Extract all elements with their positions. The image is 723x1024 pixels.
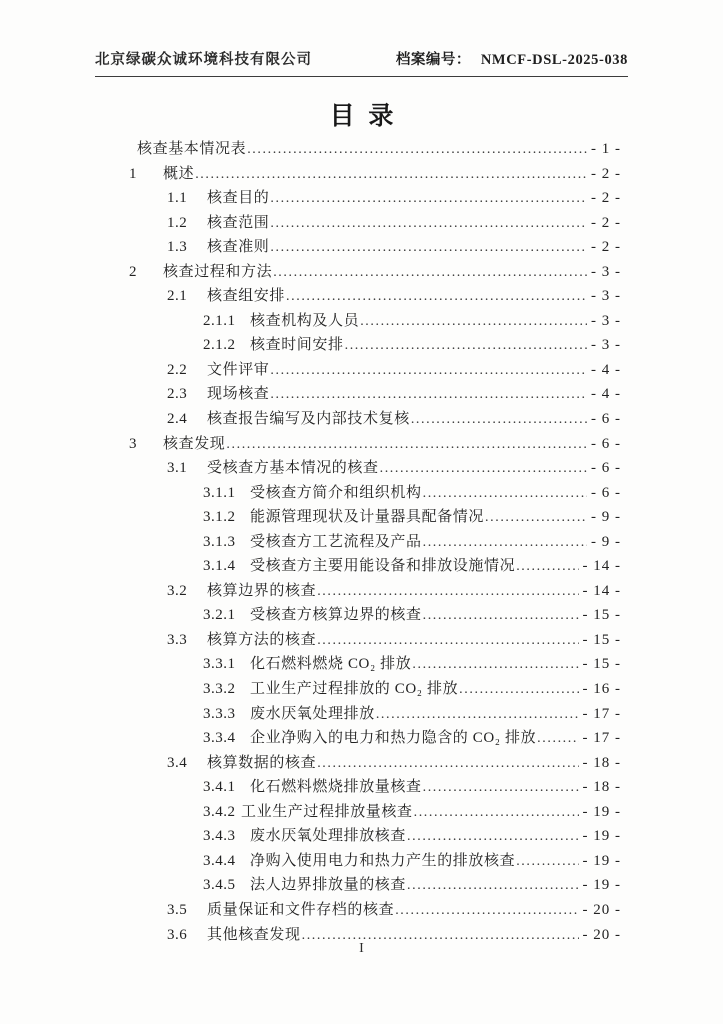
toc-leader-dots (395, 898, 578, 924)
toc-entry-number: 3.1.4 (203, 558, 236, 575)
toc-entry-page: - 20 - (582, 926, 621, 943)
toc-entry-title: 废水厌氧处理排放核查 (250, 828, 407, 845)
toc-entry-page: - 3 - (591, 312, 621, 329)
toc-entry (129, 284, 621, 309)
toc-entry (129, 824, 621, 849)
toc-entry-page: - 14 - (582, 558, 621, 575)
toc-entry (129, 603, 621, 628)
toc-entry-page: - 2 - (591, 239, 621, 256)
toc-entry-page: - 2 - (591, 214, 621, 231)
toc-entry-number: 3.5 (167, 901, 188, 918)
toc-entry-title: 核查时间安排 (250, 337, 344, 354)
toc-entry (129, 898, 621, 923)
toc-leader-dots (485, 505, 587, 531)
toc-entry-page: - 15 - (582, 607, 621, 624)
toc-entry-title: 核算方法的核查 (207, 631, 317, 648)
toc-leader-dots (411, 407, 587, 433)
toc-leader-dots (345, 333, 587, 359)
toc-entry-page: - 15 - (582, 656, 621, 673)
toc-entry-page: - 9 - (591, 533, 621, 550)
toc-entry (129, 775, 621, 800)
toc-entry (129, 530, 621, 555)
toc-entry-number: 3.2 (167, 582, 188, 599)
toc-leader-dots (317, 751, 578, 777)
toc-entry (129, 800, 621, 825)
toc-entry-page: - 6 - (591, 484, 621, 501)
toc-entry-number: 3.2.1 (203, 607, 236, 624)
toc-entry-number: 2.1 (167, 288, 188, 305)
toc-entry-title: 工业生产过程排放量核查 (241, 803, 413, 820)
toc-entry (129, 186, 621, 211)
toc-entry-page: - 17 - (582, 730, 621, 747)
toc-leader-dots (423, 530, 587, 556)
toc-entry-page: - 18 - (582, 754, 621, 771)
toc-entry-page: - 3 - (591, 337, 621, 354)
toc-leader-dots (195, 162, 587, 188)
toc-leader-dots (273, 260, 587, 286)
toc-entry-number: 2.2 (167, 361, 188, 378)
toc-entry-title: 质量保证和文件存档的核查 (207, 901, 395, 918)
toc-entry-page: - 19 - (582, 828, 621, 845)
toc-entry-number: 3.3.2 (203, 681, 236, 698)
toc-entry (129, 382, 621, 407)
toc-leader-dots (414, 800, 579, 826)
toc-leader-dots (270, 235, 587, 261)
toc-leader-dots (516, 554, 578, 580)
toc-entry-number: 3.4.4 (203, 852, 236, 869)
toc-entry (129, 235, 621, 260)
toc-leader-dots (270, 382, 587, 408)
doc-number-label: 档案编号： (395, 52, 471, 68)
toc-entry-number: 3.1.1 (203, 484, 236, 501)
toc-entry (129, 702, 621, 727)
toc-entry-title: 受核查方基本情况的核查 (207, 460, 379, 477)
toc-entry (129, 628, 621, 653)
toc-entry-page: - 2 - (591, 190, 621, 207)
toc-leader-dots (376, 702, 579, 728)
toc-entry (129, 137, 621, 162)
toc-leader-dots (360, 309, 587, 335)
toc-leader-dots (423, 603, 579, 629)
toc-leader-dots (537, 726, 578, 752)
toc-entry (129, 505, 621, 530)
toc-entry-number: 3.4.1 (203, 779, 236, 796)
toc-entry-number: 2 (129, 263, 137, 280)
toc-entry-number: 2.4 (167, 411, 188, 428)
toc-entry (129, 726, 621, 751)
toc-entry (129, 751, 621, 776)
toc-list (129, 137, 621, 947)
toc-entry-title: 废水厌氧处理排放 (250, 705, 375, 722)
toc-entry-number: 1.1 (167, 190, 188, 207)
toc-leader-dots (380, 456, 587, 482)
toc-leader-dots (407, 824, 578, 850)
toc-entry-title: 文件评审 (207, 361, 270, 378)
toc-entry-title: 核查准则 (207, 239, 270, 256)
toc-entry-page: - 4 - (591, 386, 621, 403)
toc-entry-page: - 14 - (582, 582, 621, 599)
toc-entry-page: - 6 - (591, 460, 621, 477)
toc-entry-title: 化石燃料燃烧 CO₂ 排放 (250, 656, 412, 673)
toc-entry-title: 能源管理现状及计量器具配备情况 (250, 509, 485, 526)
toc-entry-number: 3.3.4 (203, 730, 236, 747)
toc-entry-title: 企业净购入的电力和热力隐含的 CO₂ 排放 (250, 730, 537, 747)
toc-title: 目录 (329, 103, 408, 130)
toc-entry (129, 432, 621, 457)
toc-entry-page: - 20 - (582, 901, 621, 918)
toc-entry (129, 407, 621, 432)
toc-entry-title: 核查报告编写及内部技术复核 (207, 411, 410, 428)
toc-entry (129, 677, 621, 702)
toc-entry (129, 333, 621, 358)
toc-entry-page: - 4 - (591, 361, 621, 378)
toc-entry-page: - 19 - (582, 803, 621, 820)
toc-entry-page: - 9 - (591, 509, 621, 526)
toc-entry-number: 2.3 (167, 386, 188, 403)
toc-entry-number: 3.3.1 (203, 656, 236, 673)
toc-entry (129, 309, 621, 334)
toc-entry (129, 849, 621, 874)
toc-entry-number: 3.3.3 (203, 705, 236, 722)
toc-entry-title: 核算边界的核查 (207, 582, 317, 599)
toc-leader-dots (459, 677, 578, 703)
toc-entry (129, 652, 621, 677)
page-header (95, 48, 628, 77)
toc-entry-number: 3 (129, 435, 137, 452)
toc-entry-page: - 3 - (591, 288, 621, 305)
toc-entry-number: 3.6 (167, 926, 188, 943)
toc-entry (129, 481, 621, 506)
toc-entry-title: 受核查方简介和组织机构 (250, 484, 422, 501)
toc-leader-dots (516, 849, 578, 875)
toc-leader-dots (226, 432, 587, 458)
toc-entry-number: 1 (129, 165, 137, 182)
toc-entry-title: 核查发现 (163, 435, 226, 452)
toc-entry-title: 核算数据的核查 (207, 754, 317, 771)
toc-entry-page: - 6 - (591, 411, 621, 428)
toc-leader-dots (286, 284, 587, 310)
toc-leader-dots (247, 137, 587, 163)
toc-leader-dots (270, 211, 587, 237)
toc-entry-number: 2.1.1 (203, 312, 236, 329)
toc-entry-title: 净购入使用电力和热力产生的排放核查 (250, 852, 516, 869)
toc-entry-title: 法人边界排放量的核查 (250, 877, 407, 894)
toc-entry-number: 2.1.2 (203, 337, 236, 354)
toc-entry-number: 3.4 (167, 754, 188, 771)
toc-leader-dots (270, 186, 587, 212)
toc-entry-page: - 15 - (582, 631, 621, 648)
toc-entry-page: - 6 - (591, 435, 621, 452)
toc-entry-number: 1.3 (167, 239, 188, 256)
toc-entry-page: - 17 - (582, 705, 621, 722)
toc-entry-page: - 19 - (582, 877, 621, 894)
toc-entry-page: - 1 - (591, 141, 621, 157)
toc-entry-page: - 16 - (582, 681, 621, 698)
doc-number-value: NMCF-DSL-2025-038 (480, 52, 628, 68)
toc-leader-dots (317, 628, 578, 654)
toc-entry-number: 3.1.2 (203, 509, 236, 526)
toc-entry-number: 1.2 (167, 214, 188, 231)
toc-leader-dots (317, 579, 578, 605)
page-footer (0, 941, 723, 957)
header-company-name: 北京绿碳众诚环境科技有限公司 (95, 52, 312, 68)
toc-entry-number: 3.1.3 (203, 533, 236, 550)
toc-entry (129, 260, 621, 285)
toc-entry-title: 概述 (163, 165, 195, 182)
toc-entry-title: 工业生产过程排放的 CO₂ 排放 (250, 681, 459, 698)
toc-entry-title: 核查过程和方法 (163, 263, 273, 280)
toc-entry-title: 核查范围 (207, 214, 270, 231)
footer-page-number: I (359, 941, 364, 956)
toc-entry (129, 873, 621, 898)
toc-entry-page: - 19 - (582, 852, 621, 869)
toc-entry-title: 受核查方主要用能设备和排放设施情况 (250, 558, 516, 575)
toc-entry-title: 核查基本情况表 (137, 141, 247, 157)
toc-entry-number: 3.4.2 (203, 803, 236, 820)
toc-entry-title: 核查组安排 (207, 288, 286, 305)
toc-entry-number: 3.4.5 (203, 877, 236, 894)
toc-entry-page: - 18 - (582, 779, 621, 796)
toc-leader-dots (270, 358, 587, 384)
toc-entry-title: 核查目的 (207, 190, 270, 207)
toc-entry (129, 456, 621, 481)
toc-entry (129, 162, 621, 187)
toc-entry (129, 211, 621, 236)
toc-entry-number: 3.3 (167, 631, 188, 648)
toc-entry (129, 554, 621, 579)
toc-entry-page: - 3 - (591, 263, 621, 280)
toc-leader-dots (423, 775, 579, 801)
toc-leader-dots (412, 652, 578, 678)
toc-leader-dots (423, 481, 587, 507)
toc-entry (129, 579, 621, 604)
toc-entry-title: 现场核查 (207, 386, 270, 403)
toc-entry-number: 3.4.3 (203, 828, 236, 845)
header-doc-number (396, 48, 628, 69)
toc-entry-title: 化石燃料燃烧排放量核查 (250, 779, 422, 796)
toc-entry-title: 核查机构及人员 (250, 312, 360, 329)
toc-entry-title: 受核查方核算边界的核查 (250, 607, 422, 624)
toc-entry-title: 受核查方工艺流程及产品 (250, 533, 422, 550)
toc-leader-dots (407, 873, 578, 899)
toc-entry-number: 3.1 (167, 460, 188, 477)
toc-entry-title: 其他核查发现 (207, 926, 301, 943)
toc-entry (129, 358, 621, 383)
toc-entry-page: - 2 - (591, 165, 621, 182)
